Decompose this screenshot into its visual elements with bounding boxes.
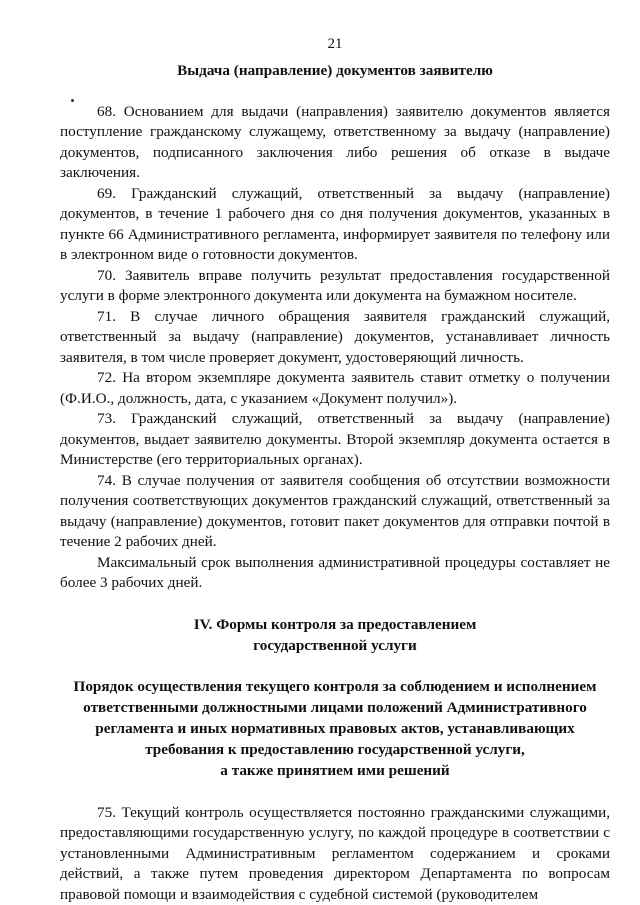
document-page	[60, 34, 610, 905]
heading-document-issue: Выдача (направление) документов заявителю	[177, 62, 493, 79]
paragraph-74: 74. В случае получения от заявителя сообщения об отсутствии возможности получения соответствующих документов гражданский служащий, ответственный за выдачу (направление) документов, готовит пакет документов для отправки почтой в течение 2 рабочих дней.	[60, 471, 610, 550]
section-heading-line: государственной услуги	[253, 636, 417, 654]
paragraph-71: 71. В случае личного обращения заявителя гражданский служащий, ответственный за выдачу (направление) документов, устанавливает личность заявителя, в том числе проверяет документ, удостоверяющий личность.	[60, 307, 610, 366]
subsection-heading-control-procedure	[60, 676, 610, 781]
paragraph-73: 73. Гражданский служащий, ответственный за выдачу (направление) документов, выдает заявителю документы. Второй экземпляр документа остается в Министерстве (его территориальных органах).	[60, 410, 610, 468]
subsection-heading-line: требования к предоставлению государственной услуги,	[145, 740, 525, 758]
paragraph-72: 72. На втором экземпляре документа заявитель ставит отметку о получении (Ф.И.О., должность, дата, с указанием «Документ получил»).	[60, 369, 610, 407]
paragraph-69: 69. Гражданский служащий, ответственный за выдачу (направление) документов, в течение 1 рабочего дня со дня получения документов, указанных в пункте 66 Административного регламента, информирует заявителя по телефону или в электронном виде о готовности документов.	[60, 184, 610, 263]
section-heading-line: IV. Формы контроля за предоставлением	[193, 615, 477, 633]
subsection-heading-line: регламента и иных нормативных правовых актов, устанавливающих	[95, 719, 575, 737]
paragraph-75: 75. Текущий контроль осуществляется постоянно гражданскими служащими, предоставляющими государственную услугу, по каждой процедуре в соответствии с установленными Административным регламентом содержанием и сроками действий, а также путем проведения директором Департамента по вопросам правовой помощи и взаимодействия с судебной системой (руководителем	[60, 803, 610, 903]
paragraph-max-term: Максимальный срок выполнения административной процедуры составляет не более 3 рабочих дней.	[60, 553, 610, 591]
subsection-heading-line: Порядок осуществления текущего контроля за соблюдением и исполнением	[73, 677, 597, 695]
subsection-heading-line: ответственными должностными лицами положений Административного	[83, 698, 587, 716]
section-heading-iv	[60, 614, 610, 656]
page-number: 21	[327, 36, 343, 52]
paragraph-68: 68. Основанием для выдачи (направления) заявителю документов является поступление гражданскому служащему, ответственному за выдачу (направление) документов, подписанного заключения либо решения об отказе в выдаче заключения.	[60, 102, 610, 181]
paragraph-70: 70. Заявитель вправе получить результат предоставления государственной услуги в форме электронного документа или документа на бумажном носителе.	[60, 266, 610, 304]
subsection-heading-line: а также принятием ими решений	[220, 761, 450, 779]
